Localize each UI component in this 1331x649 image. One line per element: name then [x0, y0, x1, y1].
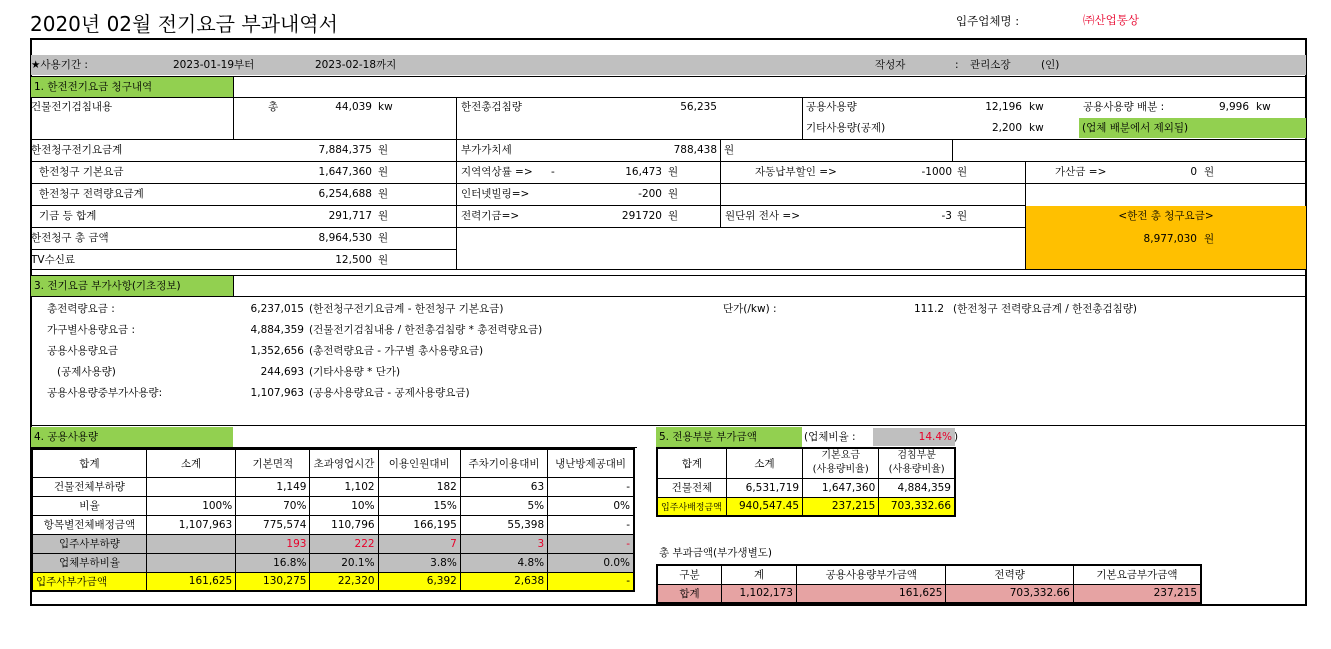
kepco-total-amount-value: 8,964,530	[318, 232, 372, 244]
col-header: 계	[722, 565, 797, 584]
period-end: 2023-02-18	[315, 59, 377, 71]
row-label: 비율	[32, 496, 146, 515]
table-cell: 130,275	[236, 572, 310, 591]
col-header: 기본면적	[236, 449, 310, 477]
common-alloc: 9,996	[1218, 101, 1249, 113]
sec3-item-note: (기타사용량 * 단가)	[309, 366, 401, 378]
table-cell: 161,625	[146, 572, 235, 591]
table-cell: 1,647,360	[803, 478, 879, 497]
ratio-label: (업체비율 :	[804, 431, 856, 443]
table-row	[32, 553, 634, 572]
period-end-suffix: 까지	[376, 59, 397, 71]
other-usage-kw: 2,200	[991, 122, 1022, 134]
common-usage-label: 공용사용량	[806, 101, 857, 113]
regional-dash: -	[551, 166, 555, 178]
col-header: 기본요금 (사용량비율)	[803, 448, 879, 478]
table-row	[32, 534, 634, 553]
private-charge-table	[656, 447, 956, 517]
summary-table	[656, 564, 1202, 604]
basic-fee-label: 한전청구 기본요금	[39, 166, 124, 178]
period-start: 2023-01-19	[173, 59, 235, 71]
table-cell: 775,574	[236, 515, 310, 534]
table-cell: 100%	[146, 496, 235, 515]
row-label: 입주사배정금액	[657, 497, 726, 516]
table-cell: 10%	[310, 496, 378, 515]
autopay-unit: 원	[957, 166, 968, 178]
table-cell: -	[548, 515, 634, 534]
kepco-total-amount-unit: 원	[378, 232, 389, 244]
energy-fee-value: 6,254,688	[318, 188, 372, 200]
table-cell: 703,332.66	[879, 497, 955, 516]
row-label: 건물전체부하량	[32, 477, 146, 496]
kepco-bill-value: 7,884,375	[318, 144, 372, 156]
autopay-value: -1000	[921, 166, 952, 178]
sec3-item-value: 1,352,656	[250, 345, 304, 357]
internet-billing-value: -200	[638, 188, 662, 200]
col-header: 기본요금부가금액	[1073, 565, 1201, 584]
period-start-suffix: 부터	[234, 59, 255, 71]
table-cell: 4,884,359	[879, 478, 955, 497]
col-header: 이용인원대비	[378, 449, 460, 477]
section5-title: 5. 전용부분 부가금액	[656, 427, 802, 447]
col-header: 초과영업시간	[310, 449, 378, 477]
sec3-item-label: 총전력량요금 :	[47, 303, 115, 315]
author-seal: (인)	[1041, 59, 1060, 71]
kepco-total-unit: 원	[1204, 233, 1215, 245]
table-row	[657, 478, 955, 497]
table-row	[32, 477, 634, 496]
power-fund-unit: 원	[668, 210, 679, 222]
building-kw: 44,039	[335, 101, 372, 113]
table-cell: 166,195	[378, 515, 460, 534]
table-cell: 2,638	[460, 572, 547, 591]
vat-label: 부가가치세	[461, 144, 512, 156]
table-cell: 6,531,719	[726, 478, 802, 497]
building-meter-label: 건물전기검침내용	[31, 101, 113, 113]
table-cell: 193	[236, 534, 310, 553]
table-cell: 0%	[548, 496, 634, 515]
table-row	[32, 515, 634, 534]
table-row	[657, 584, 1201, 603]
tenant-label: 입주업체명 :	[956, 14, 1020, 28]
tv-fee-value: 12,500	[335, 254, 372, 266]
table-cell: 22,320	[310, 572, 378, 591]
table-cell: 1,102,173	[722, 584, 797, 603]
other-usage-label: 기타사용량(공제)	[806, 122, 886, 134]
energy-fee-unit: 원	[378, 188, 389, 200]
power-fund-label: 전력기금=>	[461, 210, 520, 222]
basic-fee-value: 1,647,360	[318, 166, 372, 178]
table-cell: -	[548, 572, 634, 591]
rounding-value: -3	[941, 210, 952, 222]
kepco-total-label: <한전 총 청구요금>	[1118, 210, 1214, 222]
table-cell: 3	[460, 534, 547, 553]
summary-title: 총 부과금액(부가생별도)	[659, 547, 772, 559]
row-label: 항목별전체배정금액	[32, 515, 146, 534]
table-cell: 70%	[236, 496, 310, 515]
surcharge-label: 가산금 =>	[1055, 166, 1107, 178]
ratio-value: 14.4%	[918, 431, 952, 443]
period-label: ★사용기간 :	[31, 59, 88, 71]
energy-fee-label: 한전청구 전력량요금계	[39, 188, 144, 200]
col-header: 주차기이용대비	[460, 449, 547, 477]
table-cell: 4.8%	[460, 553, 547, 572]
tenant-name: ㈜산업통상	[1083, 13, 1139, 27]
kepco-meter: 56,235	[680, 101, 717, 113]
basic-fee-unit: 원	[378, 166, 389, 178]
common-unit-kw: kw	[1029, 101, 1044, 113]
col-header: 소계	[726, 448, 802, 478]
table-cell: 15%	[378, 496, 460, 515]
table-cell: 222	[310, 534, 378, 553]
table-cell: 6,392	[378, 572, 460, 591]
tv-fee-unit: 원	[378, 254, 389, 266]
sec3-item-value: 244,693	[260, 366, 304, 378]
internet-billing-label: 인터넷빌링=>	[461, 188, 530, 200]
author-name: 관리소장	[970, 59, 1011, 71]
author-label: 작성자	[875, 59, 906, 71]
table-cell: 940,547.45	[726, 497, 802, 516]
sec3-item-note: (건물전기검침내용 / 한전총검침량 * 총전력량요금)	[309, 324, 543, 336]
section4-title: 4. 공용사용량	[31, 427, 233, 447]
col-header: 검침부분 (사용량비율)	[879, 448, 955, 478]
surcharge-unit: 원	[1204, 166, 1215, 178]
alloc-unit-kw: kw	[1256, 101, 1271, 113]
table-cell: 5%	[460, 496, 547, 515]
table-cell: 237,215	[1073, 584, 1201, 603]
regional-value: 16,473	[625, 166, 662, 178]
sec3-item-value: 6,237,015	[250, 303, 304, 315]
table-cell: 20.1%	[310, 553, 378, 572]
table-row	[32, 572, 634, 591]
section3-title: 3. 전기요금 부가사항(기초정보)	[31, 276, 233, 296]
table-cell: 1,102	[310, 477, 378, 496]
internet-billing-unit: 원	[668, 188, 679, 200]
regional-unit: 원	[668, 166, 679, 178]
common-usage-kw: 12,196	[985, 101, 1022, 113]
kepco-bill-unit: 원	[378, 144, 389, 156]
row-label: 입주사부가금액	[32, 572, 146, 591]
sec3-item-label: 공용사용량중부가사용량:	[47, 387, 163, 399]
table-cell: 1,107,963	[146, 515, 235, 534]
fund-total-label: 기금 등 합계	[39, 210, 97, 222]
table-cell: -	[548, 477, 634, 496]
vat-unit: 원	[724, 144, 735, 156]
sec3-item-label: 공용사용량요금	[47, 345, 119, 357]
kepco-bill-label: 한전청구전기요금계	[31, 144, 123, 156]
table-cell: 110,796	[310, 515, 378, 534]
table-cell: 237,215	[803, 497, 879, 516]
kepco-meter-label: 한전총검침량	[461, 101, 522, 113]
common-usage-table	[31, 448, 635, 592]
table-cell	[146, 477, 235, 496]
regional-label: 지역역상률 =>	[461, 166, 533, 178]
unit-price-label: 단가(/kw) :	[723, 303, 777, 315]
table-cell	[146, 553, 235, 572]
col-header: 공용사용량부가금액	[796, 565, 945, 584]
table-cell: 63	[460, 477, 547, 496]
row-label: 합계	[657, 584, 722, 603]
section1-title: 1. 한전전기요금 청구내역	[31, 77, 233, 97]
sec3-item-label: 가구별사용량요금 :	[47, 324, 136, 336]
table-cell: 3.8%	[378, 553, 460, 572]
common-alloc-label: 공용사용량 배분 :	[1083, 101, 1165, 113]
ratio-close: )	[954, 431, 959, 443]
sec3-item-note: (공용사용량요금 - 공제사용량요금)	[309, 387, 470, 399]
page-title: 2020년 02월 전기요금 부과내역서	[30, 12, 338, 36]
table-cell	[146, 534, 235, 553]
sec3-item-label: (공제사용량)	[57, 366, 116, 378]
table-cell: 16.8%	[236, 553, 310, 572]
unit-price-value: 111.2	[913, 303, 944, 315]
col-header: 합계	[32, 449, 146, 477]
col-header: 구분	[657, 565, 722, 584]
table-cell: 7	[378, 534, 460, 553]
table-row	[657, 497, 955, 516]
rounding-unit: 원	[957, 210, 968, 222]
autopay-label: 자동납부할인 =>	[755, 166, 837, 178]
excluded-note: (업체 배분에서 제외됨)	[1079, 118, 1306, 138]
sec3-item-note: (총전력량요금 - 가구별 총사용량요금)	[309, 345, 484, 357]
sec3-item-value: 4,884,359	[250, 324, 304, 336]
table-cell: 1,149	[236, 477, 310, 496]
surcharge-value: 0	[1190, 166, 1197, 178]
table-cell: 182	[378, 477, 460, 496]
sec3-item-value: 1,107,963	[250, 387, 304, 399]
col-header: 소계	[146, 449, 235, 477]
table-cell: 703,332.66	[946, 584, 1073, 603]
kepco-total-amount-label: 한전청구 총 금액	[31, 232, 109, 244]
unit-price-note: (한전청구 전력량요금계 / 한전총검침량)	[953, 303, 1138, 315]
table-cell: -	[548, 534, 634, 553]
col-header: 냉난방제공대비	[548, 449, 634, 477]
building-total-label: 총	[268, 101, 279, 113]
table-cell: 161,625	[796, 584, 945, 603]
col-header: 합계	[657, 448, 726, 478]
unit-kw: kw	[378, 101, 393, 113]
fund-total-value: 291,717	[328, 210, 372, 222]
table-cell: 55,398	[460, 515, 547, 534]
fund-total-unit: 원	[378, 210, 389, 222]
row-label: 건물전체	[657, 478, 726, 497]
col-header: 전력량	[946, 565, 1073, 584]
vat-value: 788,438	[673, 144, 717, 156]
author-colon: :	[955, 59, 959, 71]
rounding-label: 원단위 전사 =>	[725, 210, 800, 222]
table-row	[32, 496, 634, 515]
other-unit-kw: kw	[1029, 122, 1044, 134]
kepco-total-value: 8,977,030	[1143, 233, 1197, 245]
power-fund-value: 291720	[621, 210, 662, 222]
row-label: 업체부하비율	[32, 553, 146, 572]
tv-fee-label: TV수신료	[31, 254, 76, 266]
sec3-item-note: (한전청구전기요금계 - 한전청구 기본요금)	[309, 303, 504, 315]
table-cell: 0.0%	[548, 553, 634, 572]
row-label: 입주사부하량	[32, 534, 146, 553]
